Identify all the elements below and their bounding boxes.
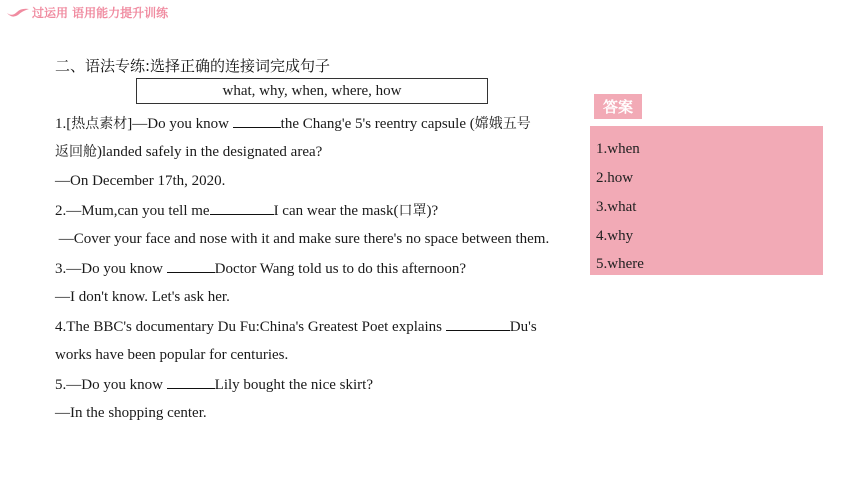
question-2-line-2 (55, 229, 549, 249)
q5-text-a: 5.—Do you know (55, 377, 167, 393)
answer-item: 4.why (596, 228, 634, 244)
brand-logo-icon (6, 6, 30, 18)
question-5-line-1 (55, 374, 373, 395)
answer-item: 1.when (596, 141, 640, 157)
q1-text-b: the Chang'e 5's reentry capsule ( (280, 116, 475, 132)
question-1-line-2 (55, 142, 322, 162)
answer-panel (590, 126, 823, 275)
q1-tag: 热点素材 (71, 116, 128, 132)
q5-text-b: Lily bought the nice skirt? (214, 377, 373, 393)
word-bank-box (136, 78, 488, 104)
question-1-line-1 (55, 113, 531, 134)
q1-reply: —On December 17th, 2020. (55, 173, 226, 189)
q2-blank[interactable] (210, 200, 274, 215)
q3-text-a: 3.—Do you know (55, 261, 167, 277)
answer-tag: 答案 (594, 94, 642, 119)
q1-number: 1.[ (55, 116, 72, 132)
q4-text-a: 4.The BBC's documentary Du Fu:China's Greatest Poet explains (55, 319, 446, 335)
question-5-line-2 (55, 403, 207, 423)
q2-cjk: 口罩 (398, 203, 427, 219)
q2-text-a: 2.—Mum,can you tell me (55, 203, 210, 219)
question-2-line-1 (55, 200, 438, 221)
question-1-line-3 (55, 171, 225, 191)
answer-item: 5.where (596, 256, 644, 272)
q2-reply: —Cover your face and nose with it and make sure there's no space between them. (55, 231, 550, 247)
q1-cjk-a: 嫦娥五号 (474, 116, 531, 132)
brand-text: 过运用 语用能力提升训练 (32, 5, 169, 20)
q3-text-b: Doctor Wang told us to do this afternoon? (214, 261, 467, 277)
q2-text-c: )? (426, 203, 439, 219)
q3-blank[interactable] (167, 258, 215, 273)
word-bank-text: what, why, when, where, how (222, 82, 402, 99)
q1-text-c: )landed safely in the designated area? (97, 144, 323, 160)
question-4-line-2 (55, 345, 288, 365)
answer-item: 3.what (596, 199, 637, 215)
answer-item: 2.how (596, 170, 634, 186)
q1-cjk-b: 返回舱 (55, 144, 97, 160)
q1-text-a: ]—Do you know (127, 116, 233, 132)
header-brand (6, 4, 168, 20)
q3-reply: —I don't know. Let's ask her. (55, 289, 230, 305)
q4-blank[interactable] (446, 316, 510, 331)
q4-text-c: works have been popular for centuries. (55, 347, 289, 363)
q4-text-b: Du's (509, 319, 537, 335)
q5-blank[interactable] (167, 374, 215, 389)
question-3-line-1 (55, 258, 466, 279)
question-4-line-1 (55, 316, 537, 337)
q5-reply: —In the shopping center. (55, 405, 207, 421)
q2-text-b: I can wear the mask( (273, 203, 399, 219)
q1-blank[interactable] (233, 113, 281, 128)
question-3-line-2 (55, 287, 230, 307)
section-title: 二、语法专练:选择正确的连接词完成句子 (55, 57, 331, 75)
